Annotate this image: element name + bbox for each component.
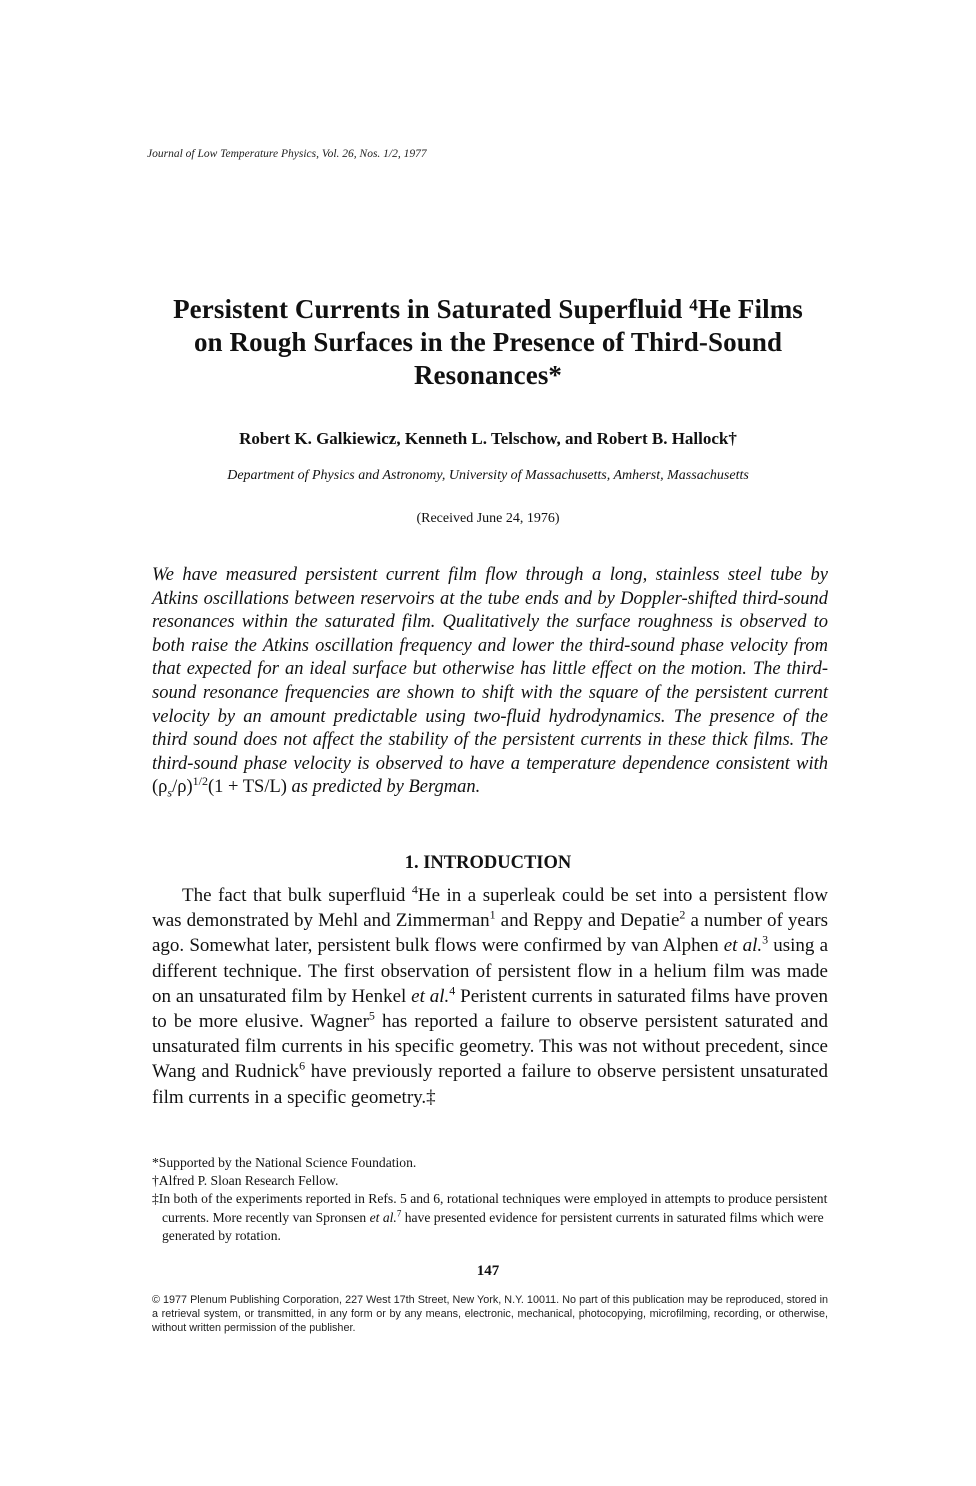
affiliation: Department of Physics and Astronomy, University of Massachusetts, Amherst, Massachusetts: [227, 468, 749, 483]
et-al: et al.: [723, 935, 763, 957]
reference-marker: 2: [679, 907, 686, 922]
title-line-1: [140, 293, 836, 326]
section-heading: 1. INTRODUCTION: [404, 853, 572, 873]
intro-text: using a different technique. The first observation of persistent flow in a helium film was made on an unsaturated film by Henkel: [152, 935, 828, 1007]
reference-marker: 6: [299, 1059, 306, 1074]
reference-marker: 7: [396, 1208, 402, 1219]
formula-exponent: 1/2: [192, 774, 208, 789]
formula-mid: /ρ): [172, 777, 193, 798]
title-line-3: Resonances*: [413, 360, 563, 390]
intro-text: Peristent currents in saturated films have proven to be more elusive. Wagner: [152, 985, 828, 1033]
et-al: et al.: [369, 1209, 397, 1225]
author-list: Robert K. Galkiewicz, Kenneth L. Telschow, and Robert B. Hallock†: [239, 429, 737, 448]
et-al: et al.: [411, 985, 450, 1007]
abstract-text: We have measured persistent current film flow through a long, stainless steel tube by Atkins oscillations between reservoirs at the tube ends and by Doppler-shifted third-sound resonances within the saturated film. Qualitatively the surface roughness is observed to both raise the Atkins oscillation frequency and lower the third-sound phase velocity from that expected for an ideal surface but otherwise has little effect on the motion. The third-sound resonance frequencies are shown to shift with the square of the persistent current velocity by an amount predictable using two-fluid hydrodynamics. The presence of the third sound does not affect the stability of the persistent currents in these thick films. The third-sound phase velocity is observed to have a temperature dependence consistent with: [152, 565, 828, 774]
journal-header: Journal of Low Temperature Physics, Vol. 26, Nos. 1/2, 1977: [147, 148, 427, 160]
intro-text: have previously reported a failure to observe persistent unsaturated film currents in a specific geometry.‡: [152, 1061, 828, 1108]
footnote-text: ‡In both of the experiments reported in Refs. 5 and 6, rotational techniques were employed in attempts to produce persistent currents. More recently van Spronsen: [152, 1191, 828, 1225]
formula-subscript: s: [167, 786, 173, 801]
footnote-fellow: †Alfred P. Sloan Research Fellow.: [152, 1173, 339, 1189]
title-isotope-superscript: 4: [689, 295, 698, 315]
footnote-funding: *Supported by the National Science Foundation.: [152, 1155, 417, 1170]
footnote-text: have presented evidence for persistent currents in saturated films which were generated by rotation.: [162, 1209, 824, 1243]
reference-marker: 3: [762, 933, 769, 948]
page-number: 147: [476, 1263, 500, 1279]
formula-open: (ρ: [152, 777, 168, 798]
reference-marker: 4: [449, 983, 456, 998]
footnote-rotation: [152, 1190, 828, 1245]
reference-marker: 1: [489, 907, 496, 922]
footnotes: [152, 1154, 828, 1245]
isotope-superscript: 4: [411, 882, 418, 897]
intro-text: has reported a failure to observe persistent saturated and unsaturated film currents in his specific geometry. This was not without precedent, since Wang and Rudnick: [152, 1011, 828, 1083]
copyright-notice: © 1977 Plenum Publishing Corporation, 227 West 17th Street, New York, N.Y. 10011. No part of this publication may be reproduced, stored in a retrieval system, or transmitted, in any form or by any means, electronic, mechanical, photocopying, microfilming, recording, or otherwise, without written permission of the publisher.: [152, 1294, 828, 1334]
received-date: (Received June 24, 1976): [416, 511, 560, 526]
paper-title: [140, 293, 836, 392]
abstract-formula: [152, 774, 287, 801]
title-line-1-end: He Films: [697, 294, 803, 324]
abstract: [152, 564, 828, 800]
intro-text: and Reppy and Depatie: [495, 910, 680, 932]
intro-body: [152, 883, 828, 1110]
title-line-2: on Rough Surfaces in the Presence of Third-Sound: [193, 327, 783, 357]
title-line-1-start: Persistent Currents in Saturated Superfluid: [173, 294, 690, 324]
reference-marker: 5: [368, 1008, 375, 1023]
abstract-text-end: as predicted by Bergman.: [286, 777, 481, 798]
intro-text: a number of years ago. Somewhat later, persistent bulk flows were confirmed by van Alphen: [152, 910, 828, 957]
formula-close: (1 + TS/L): [207, 777, 287, 798]
intro-text: The fact that bulk superfluid: [182, 885, 412, 906]
intro-text: He in a superleak could be set into a persistent flow was demonstrated by Mehl and Zimmerman: [152, 885, 828, 932]
intro-paragraph: [152, 883, 828, 1110]
